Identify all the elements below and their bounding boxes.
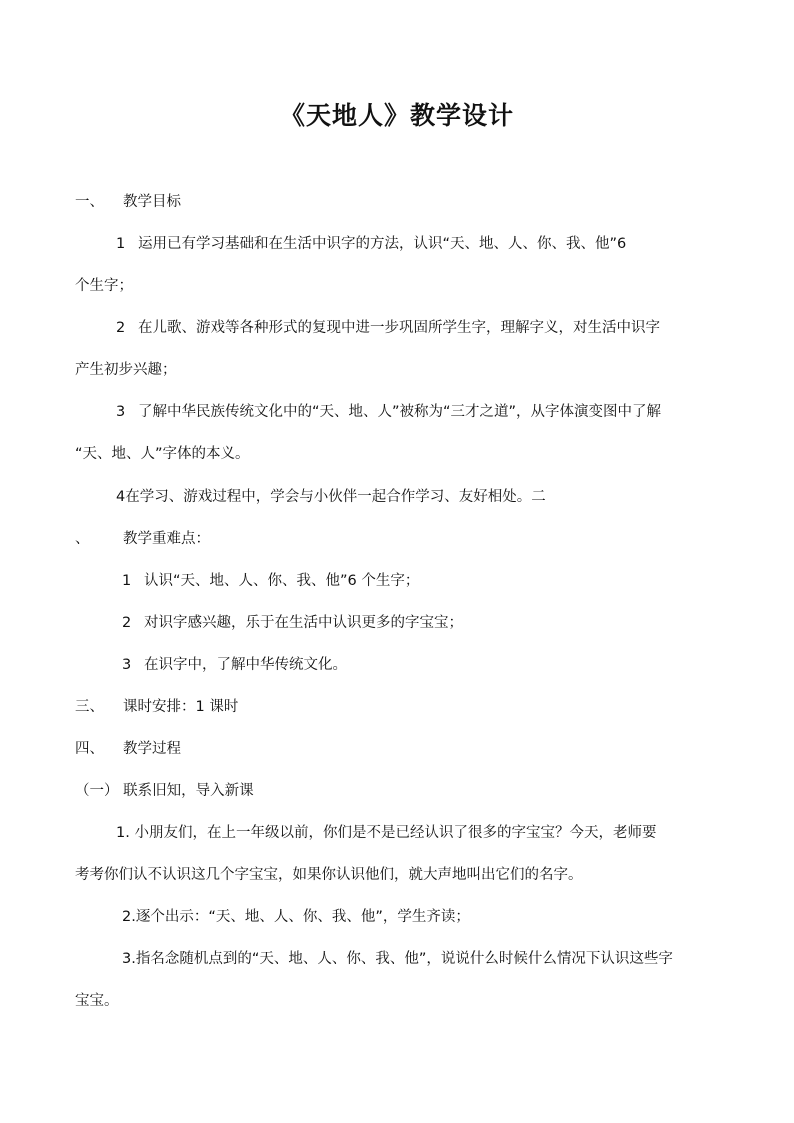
difficulty-3 (122, 655, 347, 675)
goal-1-line-2: 个生字； (75, 278, 133, 294)
goal-3-line-2: “天、地、人”字体的本义。 (75, 446, 250, 462)
difficulty-3-number: 3 (122, 657, 132, 673)
section-1-heading (75, 192, 181, 212)
goal-1-number: 1 (116, 236, 126, 252)
difficulty-2-text: 对识字感兴趣，乐于在生活中认识更多的字宝宝； (144, 615, 463, 631)
goal-2-number: 2 (116, 320, 126, 336)
goal-2-text: 在儿歌、游戏等各种形式的复现中进一步巩固所学生字，理解字义，对生活中识字 (138, 320, 660, 336)
goal-4-line: 4在学习、游戏过程中，学会与小伙伴一起合作学习、友好相处。二 (116, 489, 546, 505)
section-4-subheading: （一） 联系旧知，导入新课 (75, 783, 254, 799)
step-3-line-1: 3.指名念随机点到的“天、地、人、你、我、他”，说说什么时候什么情况下认识这些字 (122, 951, 673, 967)
goal-3-text: 了解中华民族传统文化中的“天、地、人”被称为“三才之道”，从字体演变图中了解 (138, 404, 662, 420)
section-1-title: 教学目标 (123, 194, 181, 210)
document-title: 《天地人》教学设计 (279, 101, 514, 130)
difficulty-1-text: 认识“天、地、人、你、我、他”6 个生字； (144, 573, 420, 589)
difficulty-2-number: 2 (122, 615, 132, 631)
step-3-line-2: 宝宝。 (75, 993, 119, 1009)
section-3-title: 课时安排：1 课时 (123, 699, 239, 715)
difficulty-2 (122, 613, 463, 633)
goal-2-line-2: 产生初步兴趣； (75, 362, 177, 378)
goal-1-text: 运用已有学习基础和在生活中识字的方法，认识“天、地、人、你、我、他”6 (138, 236, 627, 252)
difficulty-3-text: 在识字中，了解中华传统文化。 (144, 657, 347, 673)
difficulty-1 (122, 571, 419, 591)
step-2-line: 2.逐个出示：“天、地、人、你、我、他”，学生齐读； (122, 909, 470, 925)
goal-1-line-1 (116, 234, 626, 254)
goal-3-line-1 (116, 402, 661, 422)
section-1-number: 一、 (75, 194, 104, 210)
section-3-heading (75, 697, 238, 717)
section-2-heading (75, 529, 210, 549)
goal-2-line-1 (116, 318, 660, 338)
goal-3-number: 3 (116, 404, 126, 420)
step-1-line-1: 1. 小朋友们，在上一年级以前，你们是不是已经认识了很多的字宝宝？今天，老师要 (116, 825, 657, 841)
section-4-title: 教学过程 (123, 741, 181, 757)
section-3-number: 三、 (75, 699, 104, 715)
step-1-line-2: 考考你们认不认识这几个字宝宝，如果你认识他们，就大声地叫出它们的名字。 (75, 867, 583, 883)
section-2-title: 教学重难点： (123, 531, 210, 547)
section-4-number: 四、 (75, 741, 104, 757)
section-2-number: 、 (75, 531, 90, 547)
difficulty-1-number: 1 (122, 573, 132, 589)
section-4-heading (75, 739, 181, 759)
